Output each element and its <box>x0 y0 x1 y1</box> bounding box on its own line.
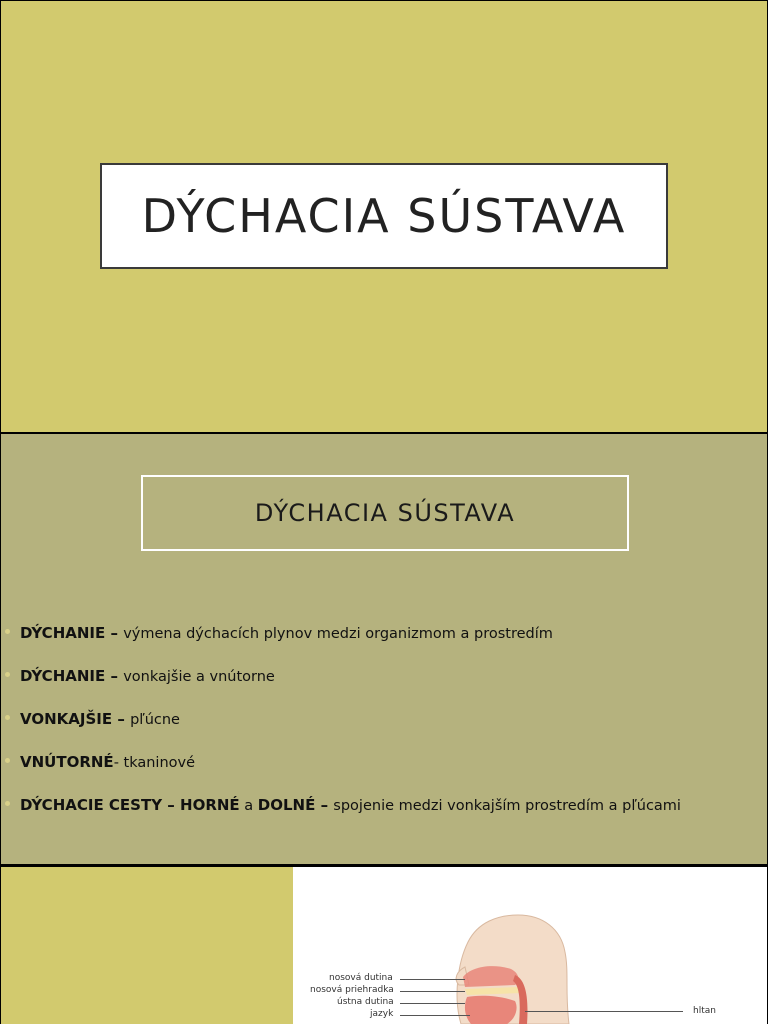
bullet-item <box>3 796 763 839</box>
bullet-term: DÝCHACIE CESTY – HORNÉ <box>20 796 240 814</box>
content-slide <box>1 434 767 864</box>
bullet-dot-icon <box>5 801 10 806</box>
bullet-item <box>3 667 763 710</box>
bullet-dot-icon <box>5 629 10 634</box>
title-box <box>141 475 629 551</box>
label-line <box>400 1003 465 1004</box>
bullet-text: tkaninové <box>123 755 196 771</box>
bullet-separator: – <box>105 624 124 642</box>
bullet-separator: - <box>113 755 124 771</box>
label-nasal-septum: nosová priehradka <box>310 985 394 995</box>
bullet-term-2: DOLNÉ <box>257 796 316 814</box>
slide-title: DÝCHACIA SÚSTAVA <box>254 499 516 527</box>
bullet-item <box>3 753 763 796</box>
bullet-text: spojenie medzi vonkajším prostredím a pľúcami <box>333 798 681 814</box>
bullet-list <box>3 624 763 839</box>
tongue-shape <box>465 996 517 1024</box>
label-line <box>525 1011 683 1012</box>
bullet-dot-icon <box>5 715 10 720</box>
bullet-separator: – <box>112 710 131 728</box>
label-larynx: hltan <box>693 1006 716 1016</box>
bullet-dot-icon <box>5 672 10 677</box>
label-nasal-cavity: nosová dutina <box>329 973 393 983</box>
bullet-term: VONKAJŠIE <box>20 710 113 728</box>
bullet-term: DÝCHANIE <box>20 667 106 685</box>
bullet-text: výmena dýchacích plynov medzi organizmom a prostredím <box>123 626 553 642</box>
diagram-slide <box>1 867 767 1024</box>
title-slide <box>1 1 767 432</box>
bullet-item <box>3 710 763 753</box>
label-line <box>400 1015 470 1016</box>
bullet-connector: a <box>239 798 258 814</box>
label-tongue: jazyk <box>370 1009 394 1019</box>
title-box <box>100 163 668 269</box>
bullet-text: pľúcne <box>130 712 180 728</box>
slide-title: DÝCHACIA SÚSTAVA <box>141 189 627 243</box>
bullet-item <box>3 624 763 667</box>
label-line <box>400 991 465 992</box>
bullet-separator: – <box>315 796 334 814</box>
respiratory-illustration <box>293 867 767 1024</box>
bullet-term: DÝCHANIE <box>20 624 106 642</box>
bullet-dot-icon <box>5 758 10 763</box>
label-line <box>400 979 465 980</box>
bullet-separator: – <box>105 667 124 685</box>
bullet-text: vonkajšie a vnútorne <box>123 669 275 685</box>
label-oral-cavity: ústna dutina <box>337 997 394 1007</box>
bullet-term: VNÚTORNÉ <box>20 753 114 771</box>
